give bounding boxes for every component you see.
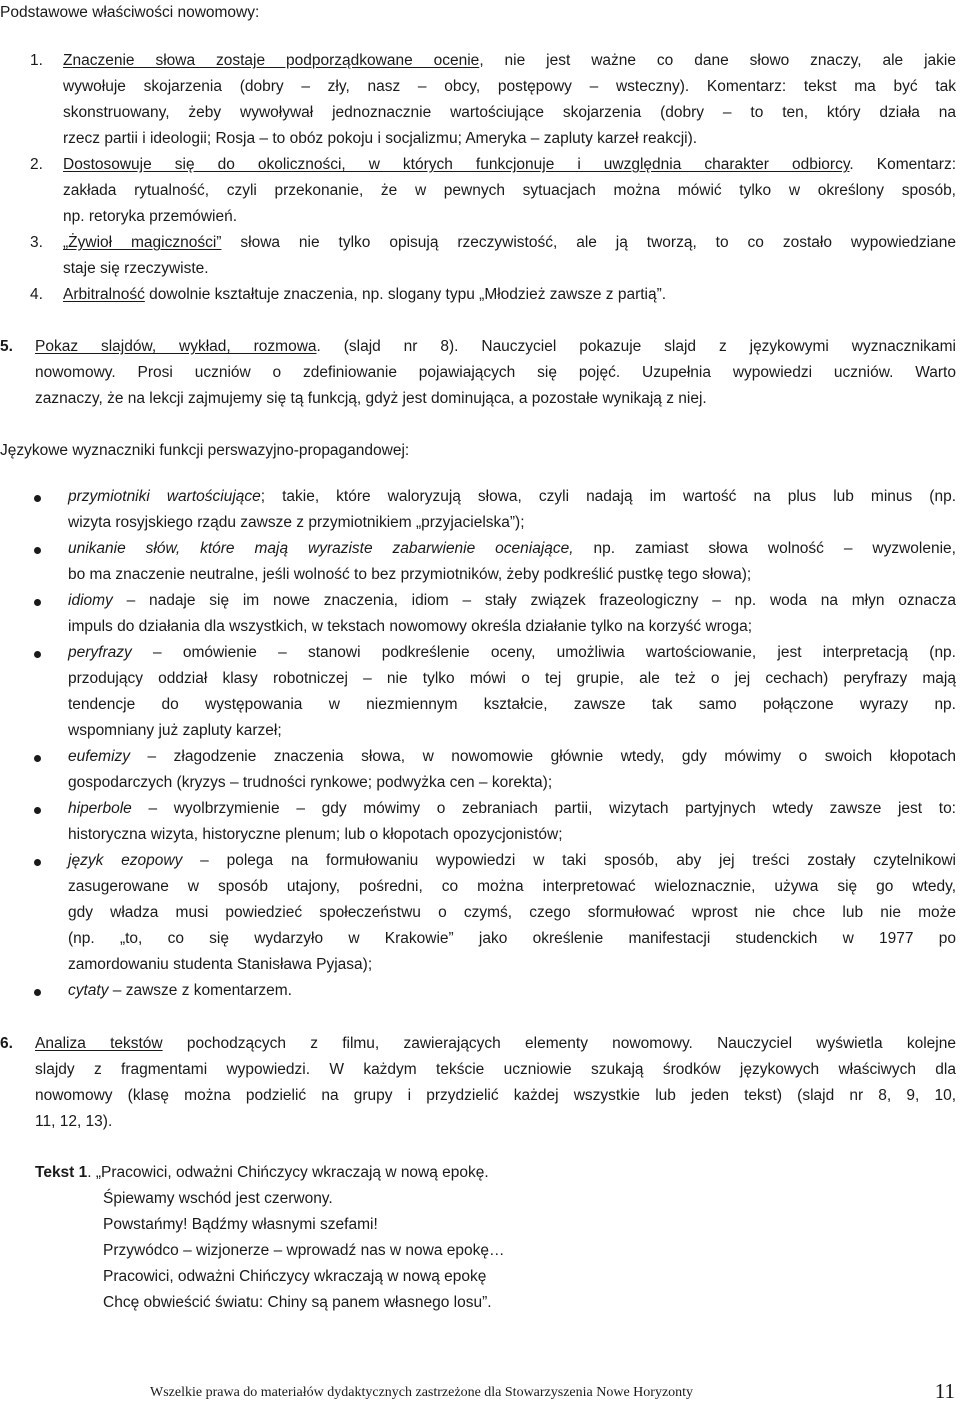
bullet-term: peryfrazy [68,644,132,661]
quote-line: Przywódco – wizjonerze – wprowadź nas w nowa epokę… [103,1242,505,1259]
bullet-term: język ezopowy [68,852,183,869]
list-number: 1. [30,52,43,69]
bullet-line: impuls do działania dla wszystkich, w tekstach nowomowy określa działanie tylko na korzyść wroga; [68,618,753,635]
quote-line: Pracowici, odważni Chińczycy wkraczają w nową epokę [103,1268,487,1285]
page-number: 11 [934,1379,955,1403]
list-item-line: skonstruowany, żeby wywoływał jednoznacznie wartościujące skojarzenia (dobry – to ten, który działa na [63,104,956,121]
step-title: Analiza tekstów [35,1035,163,1052]
bullet-line: język ezopowy – polega na formułowaniu wypowiedzi w taki sposób, aby jej treści zostały czytelnikowi [68,852,956,869]
bullet-dot [34,859,41,866]
bullet-line: zasugerowane w sposób utajony, pośredni, co można interpretować wieloznacznie, używa się go wtedy, [68,878,956,895]
bullet-dot [34,989,41,996]
bullet-dot [34,807,41,814]
bullet-line: gospodarczych (kryzys – trudności rynkowe; podwyżka cen – korekta); [68,774,553,791]
bullet-line: wizyta rosyjskiego rządu zawsze z przymiotnikiem „przyjacielska”); [68,514,525,531]
step-title: Pokaz slajdów, wykład, rozmowa [35,338,317,355]
bullet-line: idiomy – nadaje się im nowe znaczenia, idiom – stały związek frazeologiczny – np. woda na młyn oznacza [68,592,956,609]
footer-copyright: Wszelkie prawa do materiałów dydaktycznych zastrzeżone dla Stowarzyszenia Nowe Horyzonty [150,1385,694,1400]
bullet-line: przymiotniki wartościujące; takie, które waloryzują słowa, czyli nadają im wartość na plus lub minus (np. [68,488,957,505]
bullet-line: bo ma znaczenie neutralne, jeśli wolność to bez przymiotników, żeby podkreślić pustkę tego słowa); [68,566,752,583]
list-number: 2. [30,156,43,173]
list-item-term: Arbitralność [63,286,145,303]
list-item-line: Arbitralność dowolnie kształtuje znaczenia, np. slogany typu „Młodzież zawsze z partią”. [63,286,667,303]
bullet-line: unikanie słów, które mają wyraziste zabarwienie oceniające, np. zamiast słowa wolność – wyzwolenie, [68,540,956,557]
quote-label: Tekst 1 [35,1164,88,1181]
bullet-line: gdy władza musi powiedzieć społeczeństwu o czymś, czego sformułować wprost nie chce lub nie może [68,904,956,921]
list-item-line: zakłada rytualność, czyli przekonanie, że w pewnych sytuacjach można mówić tylko w określony sposób, [63,182,956,199]
paragraph-line: Analiza tekstów pochodzących z filmu, zawierających elementy nowomowy. Nauczyciel wyświetla kolejne [35,1035,956,1052]
bullet-line: (np. „to, co się wydarzyło w Krakowie” jako określenie manifestacji studenckich w 1977 po [68,930,956,947]
bullet-dot [34,651,41,658]
subsection-heading: Językowe wyznaczniki funkcji perswazyjno-propagandowej: [0,442,410,459]
list-item-line: np. retoryka przemówień. [63,208,238,225]
list-item-line: rzecz partii i ideologii; Rosja – to obóz pokoju i socjalizmu; Ameryka – zapluty karzeł reakcji). [63,130,698,147]
list-item-line: wywołuje skojarzenia (dobry – zły, nasz – obcy, postępowy – wsteczny). Komentarz: tekst ma być tak [63,78,956,95]
quote-line: Chcę obwieścić światu: Chiny są panem własnego losu”. [103,1294,492,1311]
paragraph-line: nowomowy. Prosi uczniów o zdefiniowanie pojawiających się pojęć. Uzupełnia wypowiedzi uczniów. Warto [35,364,956,381]
step-number: 6. [0,1035,13,1052]
bullet-line: eufemizy – złagodzenie znaczenia słowa, w nowomowie głównie wtedy, gdy mówimy o swoich kłopotach [68,748,956,765]
paragraph-line: 11, 12, 13). [35,1113,113,1130]
section-heading: Podstawowe właściwości nowomowy: [0,4,260,21]
bullet-term: hiperbole [68,800,132,817]
bullet-dot [34,495,41,502]
step-number: 5. [0,338,13,355]
paragraph-line: nowomowy (klasę można podzielić na grupy i przydzielić każdej wszystkie lub jeden tekst) (slajd nr 8, 9, 10, [35,1087,956,1104]
quote-line: Tekst 1. „Pracowici, odważni Chińczycy wkraczają w nową epokę. [35,1164,489,1181]
bullet-term: przymiotniki wartościujące [68,488,261,505]
bullet-term: eufemizy [68,748,131,765]
quote-line: Powstańmy! Bądźmy własnymi szefami! [103,1216,378,1233]
list-item-term: Znaczenie słowa zostaje podporządkowane ocenie [63,52,480,69]
bullet-dot [34,547,41,554]
paragraph-line: zaznaczy, że na lekcji zajmujemy się tą funkcją, gdyż jest dominująca, a pozostałe wynikają z niej. [35,390,707,407]
list-item-line: „Żywioł magiczności” słowa nie tylko opisują rzeczywistość, ale ją tworzą, to co zostało wypowiedziane [63,234,956,251]
list-number: 3. [30,234,43,251]
bullet-line: peryfrazy – omówienie – stanowi podkreślenie oceny, umożliwia wartościowanie, jest interpretacją (np. [68,644,956,661]
bullet-line: hiperbole – wyolbrzymienie – gdy mówimy o zebraniach partii, wizytach partyjnych wtedy zawsze jest to: [68,800,956,817]
list-item-term: Dostosowuje się do okoliczności, w których funkcjonuje i uwzględnia charakter odbiorcy [63,156,850,173]
quote-line: Śpiewamy wschód jest czerwony. [103,1190,333,1207]
list-item-term: „Żywioł magiczności” [63,234,222,251]
paragraph-line: Pokaz slajdów, wykład, rozmowa. (slajd nr 8). Nauczyciel pokazuje slajd z językowymi wyznacznikami [35,338,956,355]
paragraph-line: slajdy z fragmentami wypowiedzi. W każdym tekście uczniowie szukają środków językowych właściwych dla [35,1061,956,1078]
bullet-line: zamordowaniu studenta Stanisława Pyjasa); [68,956,373,973]
bullet-line: przodujący oddział klasy robotniczej – nie tylko mówi o tej grupie, ale też o jej cechach) peryfrazy mają [68,670,956,687]
bullet-term: cytaty [68,982,109,999]
list-item-line: Znaczenie słowa zostaje podporządkowane ocenie, nie jest ważne co dane słowo znaczy, ale jakie [63,52,956,69]
bullet-term: unikanie słów, które mają wyraziste zabarwienie oceniające, [68,540,574,557]
list-number: 4. [30,286,43,303]
bullet-dot [34,755,41,762]
bullet-line: historyczna wizyta, historyczne plenum; lub o kłopotach opozycjonistów; [68,826,563,843]
bullet-line: wspomniany już zapluty karzeł; [68,722,282,739]
bullet-dot [34,599,41,606]
list-item-line: staje się rzeczywiste. [63,260,209,277]
list-item-line: Dostosowuje się do okoliczności, w których funkcjonuje i uwzględnia charakter odbiorcy. Komentarz: [63,156,956,173]
bullet-term: idiomy [68,592,113,609]
bullet-line: cytaty – zawsze z komentarzem. [68,982,292,999]
bullet-line: tendencje do występowania w niezmiennym kształcie, zawsze tak samo połączone wyrazy np. [68,696,956,713]
